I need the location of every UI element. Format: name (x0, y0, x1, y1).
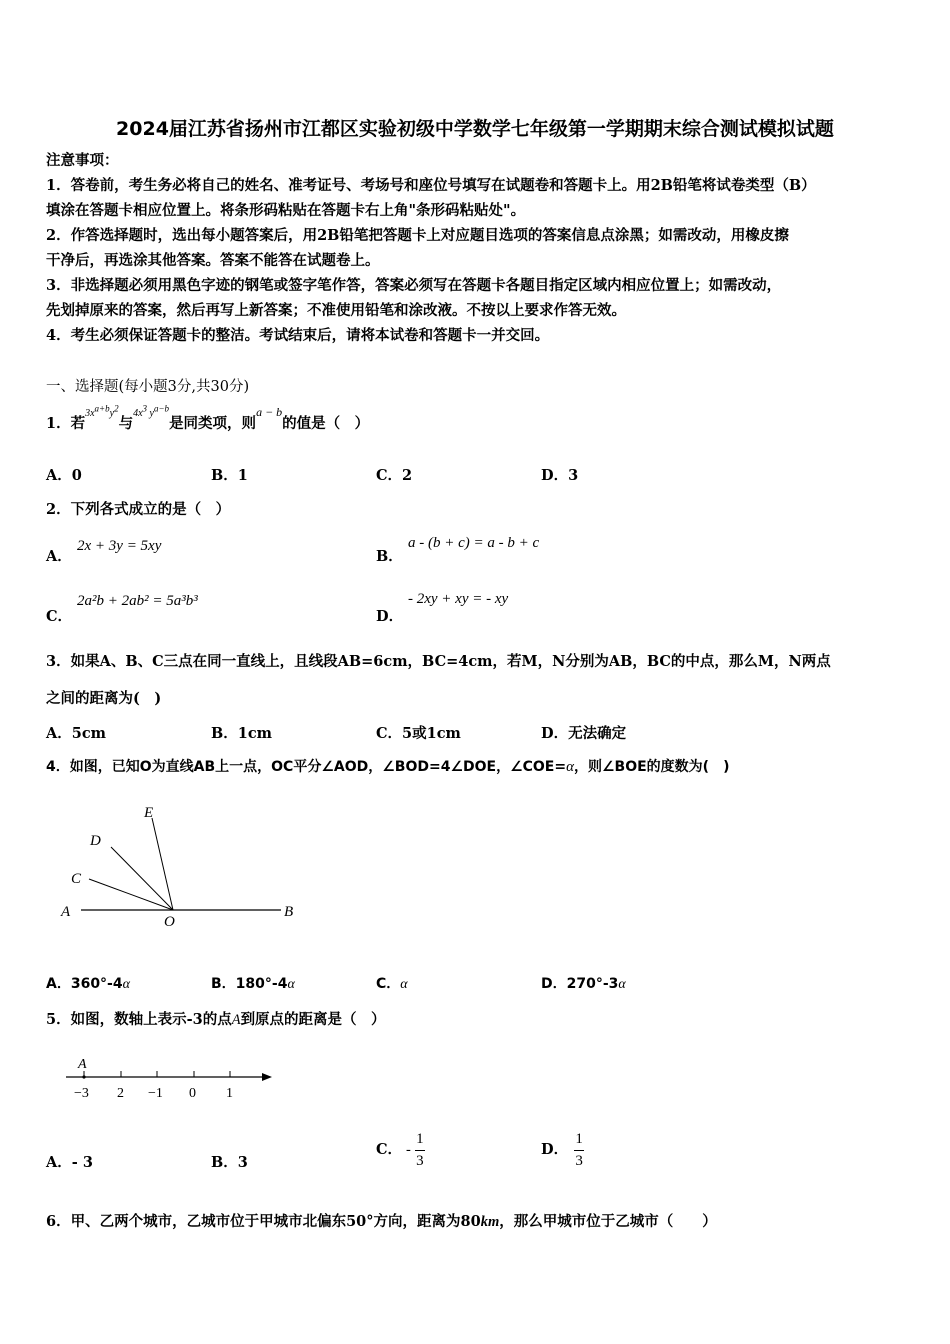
q4-option-a[interactable]: A．360°-4α (46, 976, 130, 992)
q6-stem: 6．甲、乙两个城市，乙城市位于甲城市北偏东50°方向，距离为80km，那么甲城市位于乙城市（ ） (46, 1213, 717, 1230)
q3-option-d[interactable]: D．无法确定 (541, 725, 627, 742)
label-a: A (61, 904, 71, 920)
notes-line-1: 1．答卷前，考生务必将自己的姓名、准考证号、考场号和座位号填写在试题卷和答题卡上。用2B铅笔将试卷类型（B） (46, 177, 816, 194)
tick-3: −1 (148, 1086, 163, 1101)
q3-line-2: 之间的距离为( ) (46, 690, 162, 707)
q2-option-a-label[interactable]: A． (46, 548, 72, 565)
tick-4: 0 (189, 1086, 196, 1101)
q1-option-a[interactable]: A．0 (46, 467, 82, 484)
q2-option-d-expr: - 2xy + xy = - xy (408, 591, 509, 607)
notes-heading: 注意事项： (46, 152, 119, 169)
label-c: C (71, 871, 82, 887)
tick-2: 2 (117, 1086, 124, 1101)
tick-1: −3 (74, 1086, 89, 1101)
tick-5: 1 (226, 1086, 233, 1101)
notes-line-4: 干净后，再选涂其他答案。答案不能答在试题卷上。 (46, 252, 380, 269)
q5-option-d-fraction: $\frac{1}{3}$ (575, 1130, 583, 1169)
q1-option-b[interactable]: B．1 (211, 467, 248, 484)
section-heading: 一、选择题(每小题3分,共30分) (46, 379, 250, 395)
q3-option-c[interactable]: C．5或1cm (376, 725, 461, 742)
q4-angle-figure (55, 795, 315, 935)
q2-option-b-label[interactable]: B． (376, 548, 403, 565)
exam-title: 2024届江苏省扬州市江都区实验初级中学数学七年级第一学期期末综合测试模拟试题 (116, 118, 834, 140)
q5-number-line (60, 1050, 275, 1105)
notes-line-3: 2．作答选择题时，选出每小题答案后，用2B铅笔把答题卡上对应题目选项的答案信息点涂黑；如需改动，用橡皮擦 (46, 227, 789, 244)
notes-line-6: 先划掉原来的答案，然后再写上新答案；不准使用铅笔和涂改液。不按以上要求作答无效。 (46, 302, 626, 319)
notes-line-2: 填涂在答题卡相应位置上。将条形码粘贴在答题卡右上角"条形码粘贴处"。 (46, 202, 526, 219)
q1-expr3: a − b (256, 405, 283, 419)
q1-suffix: 的值是（ ） (282, 415, 370, 432)
axis-point-a: A (78, 1057, 87, 1072)
q3-option-b[interactable]: B．1cm (211, 725, 273, 742)
q2-option-d-label[interactable]: D． (376, 608, 404, 625)
label-b: B (284, 904, 294, 920)
q4-stem: 4．如图，已知O为直线AB上一点，OC平分∠AOD，∠BOD=4∠DOE，∠COE=α，则∠BOE的度数为( ) (46, 759, 730, 775)
label-o: O (164, 914, 175, 930)
q1-expr2: 4x3 ya−b (133, 403, 170, 419)
q2-option-a-expr: 2x + 3y = 5xy (77, 538, 162, 554)
q1-mid: 与 (118, 415, 134, 432)
q5-option-b[interactable]: B．3 (211, 1154, 248, 1171)
q5-option-a[interactable]: A．- 3 (46, 1154, 93, 1171)
q2-option-b-expr: a - (b + c) = a - b + c (408, 535, 540, 551)
q1-mid2: 是同类项，则 (169, 415, 257, 432)
q4-option-c[interactable]: C．α (376, 976, 408, 992)
q1-prefix: 1．若 (46, 415, 86, 432)
q5-option-c-fraction: $\frac{1}{3}$ (416, 1130, 424, 1169)
label-d: D (90, 833, 101, 849)
q3-line-1: 3．如果A、B、C三点在同一直线上，且线段AB=6cm，BC=4cm，若M，N分别为AB，BC的中点，那么M，N两点 (46, 653, 831, 670)
q5-option-c[interactable]: C． - $\frac{1}{3}$ (376, 1130, 424, 1169)
q5-option-d[interactable]: D． $\frac{1}{3}$ (541, 1130, 583, 1169)
q5-point: A (231, 1012, 241, 1028)
q1-option-c[interactable]: C．2 (376, 467, 413, 484)
q1-stem (46, 403, 370, 433)
notes-line-5: 3．非选择题必须用黑色字迹的钢笔或签字笔作答，答案必须写在答题卡各题目指定区域内相应位置上；如需改动， (46, 277, 782, 294)
q4-option-d[interactable]: D．270°-3α (541, 976, 626, 992)
alpha-symbol: α (566, 759, 574, 775)
q2-option-c-expr: 2a²b + 2ab² = 5a³b³ (77, 593, 198, 609)
q1-option-d[interactable]: D．3 (541, 467, 579, 484)
notes-line-7: 4．考生必须保证答题卡的整洁。考试结束后，请将本试卷和答题卡一并交回。 (46, 327, 550, 344)
q1-expr1: 3xa+by2 (85, 403, 119, 419)
q2-stem: 2．下列各式成立的是（ ） (46, 501, 231, 518)
q4-option-b[interactable]: B．180°-4α (211, 976, 295, 992)
label-e: E (144, 805, 154, 821)
q5-stem: 5．如图，数轴上表示-3的点A到原点的距离是（ ） (46, 1011, 386, 1028)
q3-option-a[interactable]: A．5cm (46, 725, 107, 742)
q2-option-c-label[interactable]: C． (46, 608, 73, 625)
